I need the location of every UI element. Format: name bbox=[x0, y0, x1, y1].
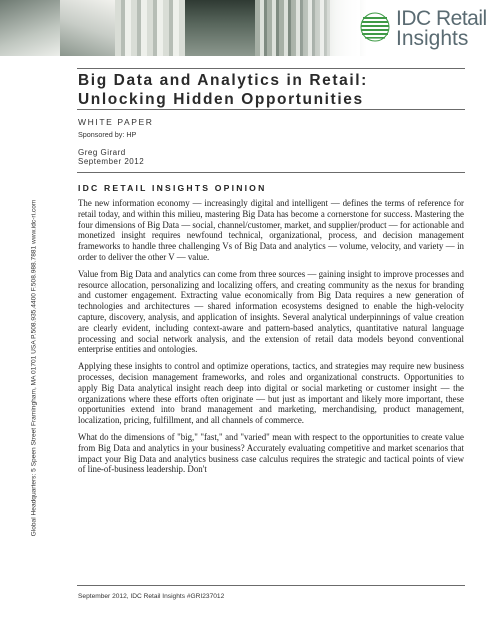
logo-sub-text: Insights bbox=[396, 27, 469, 50]
footer-citation: September 2012, IDC Retail Insights #GRI237012 bbox=[78, 593, 225, 600]
title-top-rule bbox=[77, 68, 465, 69]
document-type-label: WHITE PAPER bbox=[78, 117, 154, 127]
title-line-1: Big Data and Analytics in Retail: bbox=[78, 72, 368, 89]
logo-brand-text: IDC Retail bbox=[396, 7, 487, 30]
section-rule bbox=[77, 172, 465, 173]
section-heading: IDC RETAIL INSIGHTS OPINION bbox=[78, 183, 267, 193]
banner-fade bbox=[290, 0, 360, 56]
body-paragraph: Value from Big Data and analytics can come from three sources — gaining insight to improve processes and resource allocation, personalizing and localizing offers, and creating community as the nexus for branding and customer engagement. Extracting value economically from Big Data requires a new generation of technologies and architectures — shared information ecosystems designed to enable the high-velocity capture, discovery, analysis, and application of insights. Several analytical underpinnings of value creation are clearly evident, including context-aware and pattern-based analytics, quantitative natural language processing and social network analysis, and the extension of retail data models beyond conventional enterprise entities and ontologies. bbox=[78, 268, 464, 355]
address-sidebar bbox=[27, 178, 41, 558]
banner-photo bbox=[185, 0, 255, 56]
banner-photo bbox=[115, 0, 185, 56]
banner-photo bbox=[0, 0, 60, 56]
author-name: Greg Girard bbox=[78, 148, 126, 157]
title-line-2: Unlocking Hidden Opportunities bbox=[78, 91, 364, 108]
globe-logo-icon bbox=[360, 12, 390, 42]
author-block bbox=[78, 148, 144, 166]
banner-photo bbox=[60, 0, 115, 56]
idc-retail-insights-logo bbox=[360, 8, 495, 52]
sponsor-line: Sponsored by: HP bbox=[78, 130, 137, 139]
document-title bbox=[78, 71, 468, 109]
body-text bbox=[78, 198, 464, 481]
body-paragraph: Applying these insights to control and optimize operations, tactics, and strategies may require new business processes, decision management frameworks, and roles and organizational constructs. Opportunities to apply Big Data analytical insight reach deep into digital or social marketing or customer insight — the organizations where these efforts often originate — but just as important and likely more important, these opportunities extend into brand management and marketing, merchandising, product management, localization, pricing, fulfillment, and all channels of commerce. bbox=[78, 361, 464, 426]
body-paragraph: What do the dimensions of "big," "fast," and "varied" mean with respect to the opportunities to create value from Big Data and analytics in your business? Accurately evaluating competitive and market scenarios that impact your Big Data and analytics business case calculus requires the strategic and tactical points of view of line-of-business leadership. Don't bbox=[78, 431, 464, 475]
body-paragraph: The new information economy — increasingly digital and intelligent — defines the terms of reference for retail today, and within this milieu, mastering Big Data has become a cornerstone for success. Mastering the four dimensions of Big Data — social, channel/customer, market, and supplier/product — for actionable and monetized insight requires newfound technical, organizational, process, and decision management frameworks to handle three challenging Vs of Big Data and analytics — volume, velocity, and variety — in order to deliver the other V — value. bbox=[78, 198, 464, 262]
footer-rule bbox=[77, 585, 465, 586]
publication-date: September 2012 bbox=[78, 157, 145, 166]
title-bottom-rule bbox=[77, 109, 465, 110]
headquarters-address: Global Headquarters: 5 Speen Street Framingham, MA 01701 USA P.508.935.4400 F.508.988.7881 www.idc-ri.com bbox=[30, 199, 38, 537]
